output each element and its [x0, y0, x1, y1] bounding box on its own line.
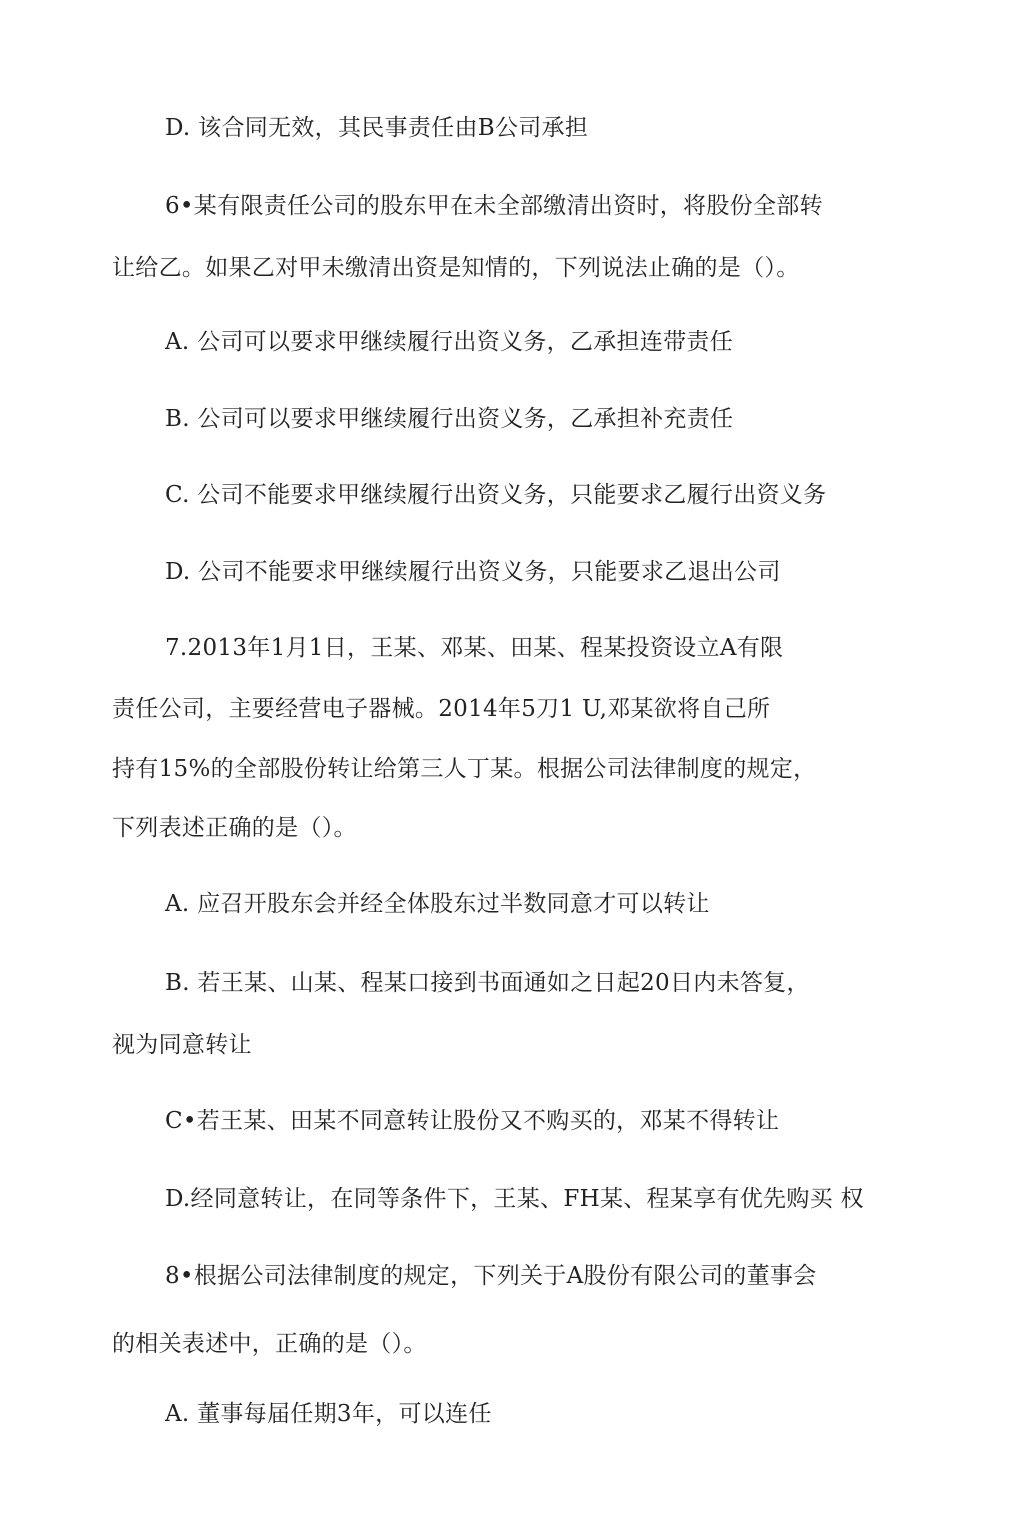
option-d-q6: D. 公司不能要求甲继续履行出资义务，只能要求乙退出公司	[165, 559, 781, 585]
option-d-q5: D. 该合同无效，其民事责任由B公司承担	[165, 115, 589, 141]
question-8-line-1: 8•根据公司法律制度的规定，下列关于A股份有限公司的董事会	[165, 1263, 817, 1289]
question-6-line-2: 让给乙。如果乙对甲未缴清出资是知情的，下列说法止确的是（）。	[112, 255, 800, 281]
option-d-q7: D.经同意转让，在同等条件下，王某、FH某、程某享有优先购买 权	[165, 1186, 864, 1212]
option-b-q7-line-2: 视为同意转让	[112, 1032, 252, 1058]
option-c-q7: C•若王某、田某不同意转让股份又不购买的，邓某不得转让	[165, 1108, 780, 1134]
option-a-q6: A. 公司可以要求甲继续履行出资义务，乙承担连带责任	[165, 329, 734, 355]
question-7-line-4: 下列表述正确的是（）。	[112, 815, 357, 841]
option-c-q6: C. 公司不能要求甲继续履行出资义务，只能要求乙履行出资义务	[165, 482, 827, 508]
option-b-q7-line-1: B. 若王某、山某、程某口接到书面通如之日起20日内未答复，	[165, 970, 810, 996]
option-a-q7: A. 应召开股东会并经全体股东过半数同意才可以转让	[165, 891, 710, 917]
question-8-line-2: 的相关表述中，正确的是（）。	[112, 1331, 427, 1357]
option-a-q8: A. 董事每届任期3年，可以连任	[165, 1401, 492, 1427]
question-6-line-1: 6•某有限责任公司的股东甲在未全部缴清出资时，将股份全部转	[165, 193, 823, 219]
question-7-line-1: 7.2013年1月1日，王某、邓某、田某、程某投资设立A有限	[165, 635, 784, 661]
question-7-line-3: 持有15%的全部股份转让给第三人丁某。根据公司法律制度的规定，	[112, 756, 817, 782]
option-b-q6: B. 公司可以要求甲继续履行出资义务，乙承担补充责任	[165, 406, 734, 432]
question-7-line-2: 责任公司，主要经营电子器械。2014年5刀1 U,邓某欲将自己所	[112, 696, 771, 722]
